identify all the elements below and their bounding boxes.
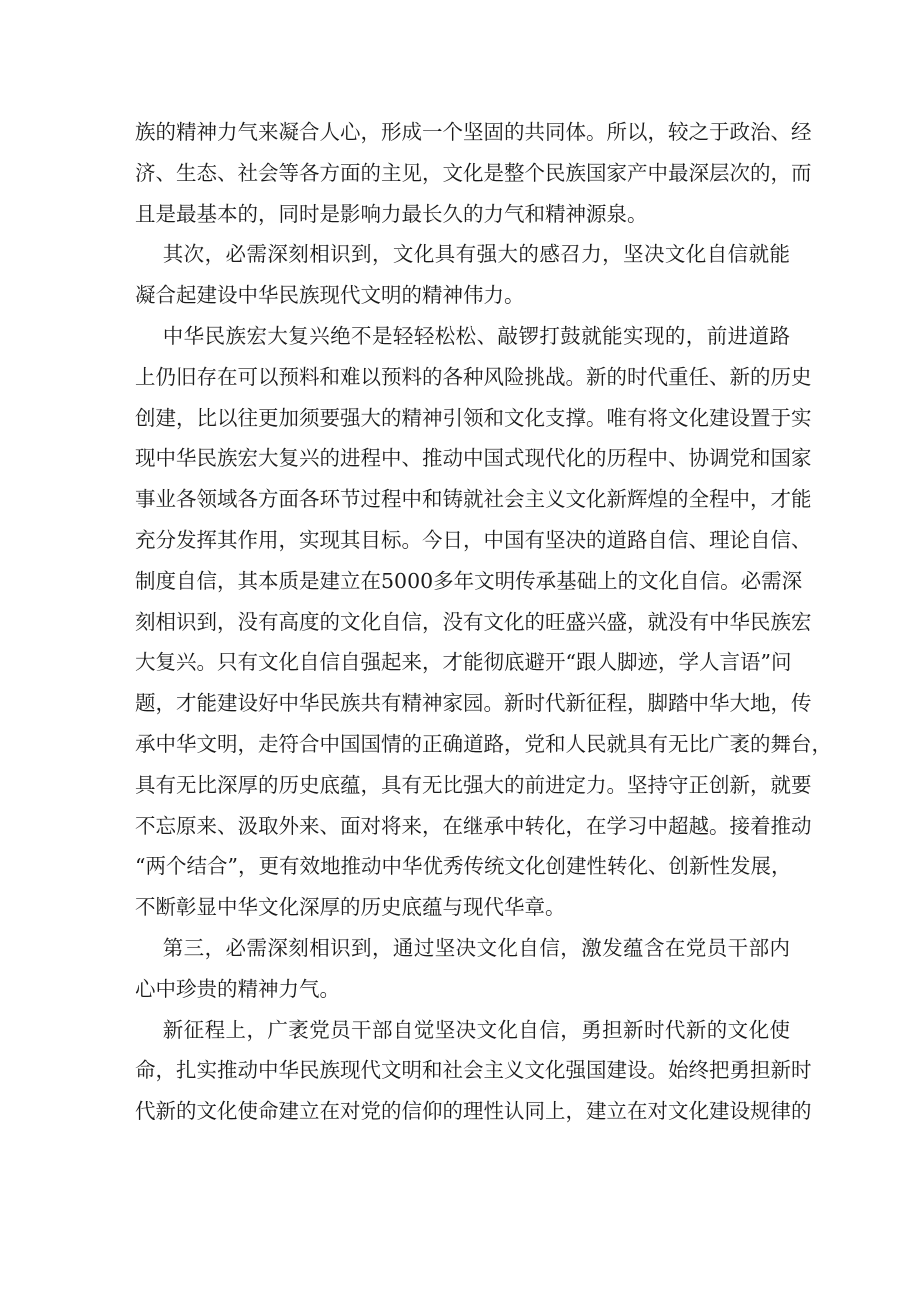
paragraph-4: [135, 928, 790, 1010]
text-line: 上仍旧存在可以预料和难以预料的各种风险挑战。新的时代重任、新的历史: [135, 364, 812, 389]
text-line: 承中华文明，走符合中国国情的正确道路，党和人民就具有无比广袤的舞台，: [135, 731, 832, 756]
text-line: 中华民族宏大复兴绝不是轻轻松松、敲锣打鼓就能实现的，前进道路: [135, 323, 790, 348]
text-line: 事业各领域各方面各环节过程中和铸就社会主义文化新辉煌的全程中，才能: [135, 487, 812, 512]
text-line: 不忘原来、汲取外来、面对将来，在继承中转化，在学习中超越。接着推动: [135, 813, 812, 838]
text-line: 创建，比以往更加须要强大的精神引领和文化支撑。唯有将文化建设置于实: [135, 405, 812, 430]
text-line: 新征程上，广袤党员干部自觉坚决文化自信，勇担新时代新的文化使: [135, 1017, 790, 1042]
text-line: 制度自信，其本质是建立在5000多年文明传承基础上的文化自信。必需深: [135, 568, 803, 593]
text-line: 心中珍贵的精神力气。: [135, 976, 340, 1001]
text-line: 族的精神力气来凝合人心，形成一个坚固的共同体。所以，较之于政治、经: [135, 120, 812, 144]
text-line: 题，才能建设好中华民族共有精神家园。新时代新征程，脚踏中华大地，传: [135, 691, 812, 716]
paragraph-5: [135, 1010, 812, 1132]
paragraph-3: [135, 316, 832, 928]
text-line: 大复兴。只有文化自信自强起来，才能彻底避开“跟人脚迹，学人言语”问: [135, 650, 792, 675]
paragraph-2: [135, 234, 790, 316]
text-line: 具有无比深厚的历史底蕴，具有无比强大的前进定力。坚持守正创新，就要: [135, 772, 812, 797]
paragraph-1: [135, 112, 812, 234]
text-line: 不断彰显中华文化深厚的历史底蕴与现代华章。: [135, 895, 566, 920]
text-line: “两个结合”，更有效地推动中华优秀传统文化创建性转化、创新性发展，: [135, 854, 792, 879]
text-line: 其次，必需深刻相识到，文化具有强大的感召力，坚决文化自信就能: [135, 242, 790, 267]
text-line: 凝合起建设中华民族现代文明的精神伟力。: [135, 283, 525, 308]
text-line: 代新的文化使命建立在对党的信仰的理性认同上，建立在对文化建设规律的: [135, 1099, 812, 1124]
text-line: 命，扎实推动中华民族现代文明和社会主义文化强国建设。始终把勇担新时: [135, 1058, 812, 1083]
document-body: [135, 112, 832, 1132]
text-line: 第三，必需深刻相识到，通过坚决文化自信，激发蕴含在党员干部内: [135, 935, 790, 960]
text-line: 且是最基本的，同时是影响力最长久的力气和精神源泉。: [135, 201, 648, 226]
text-line: 刻相识到，没有高度的文化自信，没有文化的旺盛兴盛，就没有中华民族宏: [135, 609, 812, 634]
text-line: 充分发挥其作用，实现其目标。今日，中国有坚决的道路自信、理论自信、: [135, 527, 812, 552]
text-line: 济、生态、社会等各方面的主见，文化是整个民族国家产中最深层次的，而: [135, 160, 812, 185]
text-line: 现中华民族宏大复兴的进程中、推动中国式现代化的历程中、协调党和国家: [135, 446, 812, 471]
